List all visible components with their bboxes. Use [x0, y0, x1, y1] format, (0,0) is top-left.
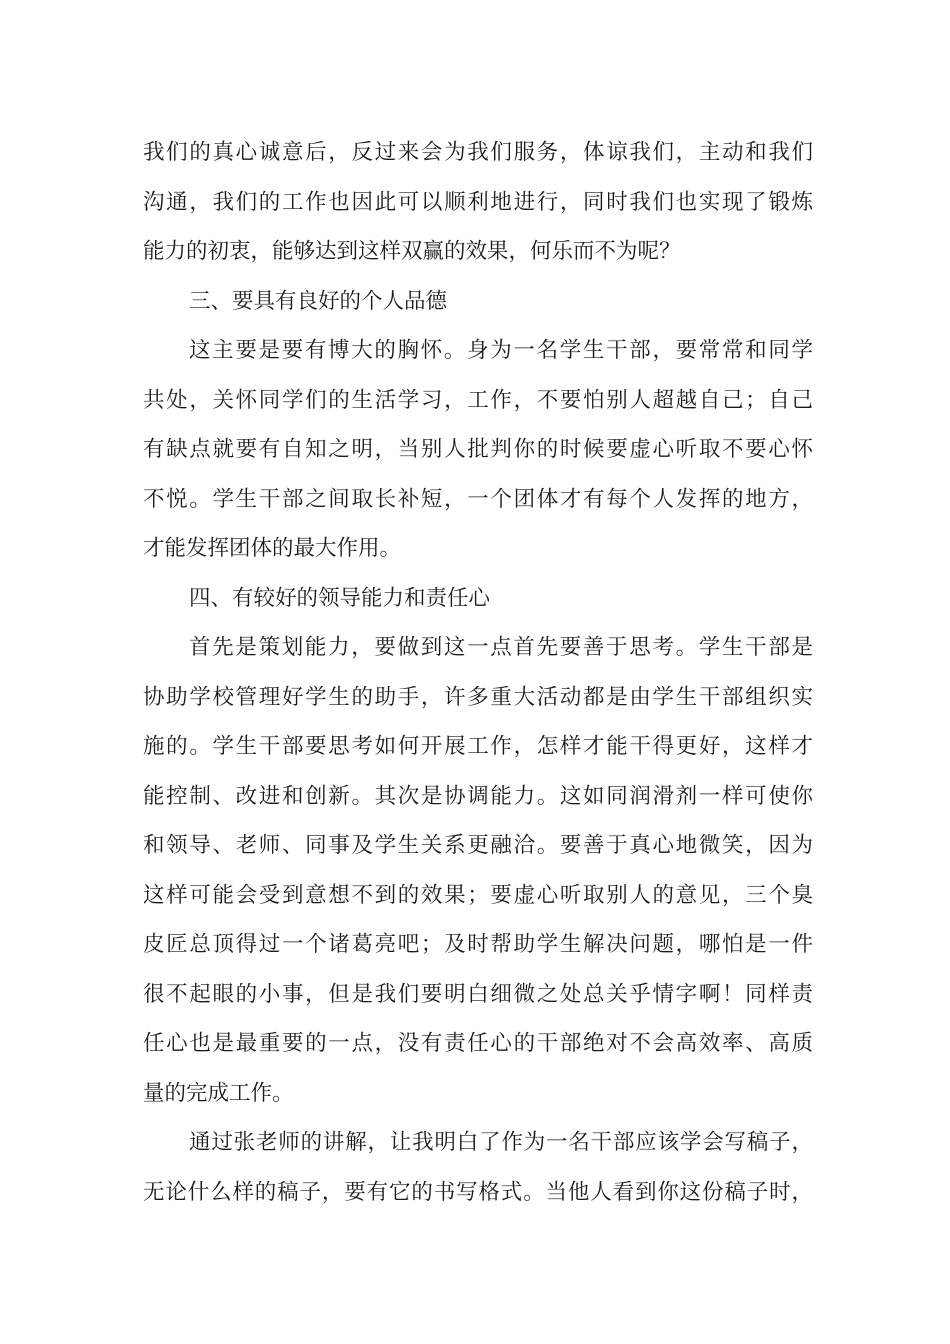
text-line: 沟通，我们的工作也因此可以顺利地进行，同时我们也实现了锻炼	[143, 189, 813, 215]
section-heading: 三、要具有良好的个人品德	[189, 288, 448, 314]
text-line: 首先是策划能力，要做到这一点首先要善于思考。学生干部是	[189, 635, 813, 660]
text-line: 皮匠总顶得过一个诸葛亮吧；及时帮助学生解决问题，哪怕是一件	[143, 932, 813, 957]
text-line: 任心也是最重要的一点，没有责任心的干部绝对不会高效率、高质	[143, 1031, 813, 1056]
text-line: 无论什么样的稿子，要有它的书写格式。当他人看到你这份稿子时，	[143, 1179, 813, 1205]
text-line: 这样可能会受到意想不到的效果；要虚心听取别人的意见，三个臭	[143, 882, 813, 908]
text-line: 很不起眼的小事，但是我们要明白细微之处总关乎情字啊！同样责	[143, 981, 813, 1007]
text-line: 和领导、老师、同事及学生关系更融洽。要善于真心地微笑，因为	[143, 833, 813, 858]
text-line: 能力的初衷，能够达到这样双赢的效果，何乐而不为呢？	[143, 239, 681, 264]
text-line: 我们的真心诚意后，反过来会为我们服务，体谅我们，主动和我们	[143, 140, 813, 165]
text-line: 不悦。学生干部之间取长补短，一个团体才有每个人发挥的地方，	[143, 486, 813, 512]
text-line: 量的完成工作。	[143, 1080, 294, 1106]
text-line: 协助学校管理好学生的助手，许多重大活动都是由学生干部组织实	[143, 684, 813, 710]
section-heading: 四、有较好的领导能力和责任心	[189, 585, 491, 611]
text-line: 共处，关怀同学们的生活学习，工作，不要怕别人超越自己；自己	[143, 387, 813, 413]
text-line: 才能发挥团体的最大作用。	[143, 536, 402, 561]
text-line: 能控制、改进和创新。其次是协调能力。这如同润滑剂一样可使你	[143, 783, 813, 809]
text-line: 这主要是要有博大的胸怀。身为一名学生干部，要常常和同学	[189, 338, 813, 363]
text-line: 施的。学生干部要思考如何开展工作，怎样才能干得更好，这样才	[143, 734, 813, 759]
body-text	[143, 128, 813, 1217]
text-line: 通过张老师的讲解，让我明白了作为一名干部应该学会写稿子，	[189, 1130, 813, 1155]
text-line: 有缺点就要有自知之明，当别人批判你的时候要虚心听取不要心怀	[143, 437, 813, 462]
